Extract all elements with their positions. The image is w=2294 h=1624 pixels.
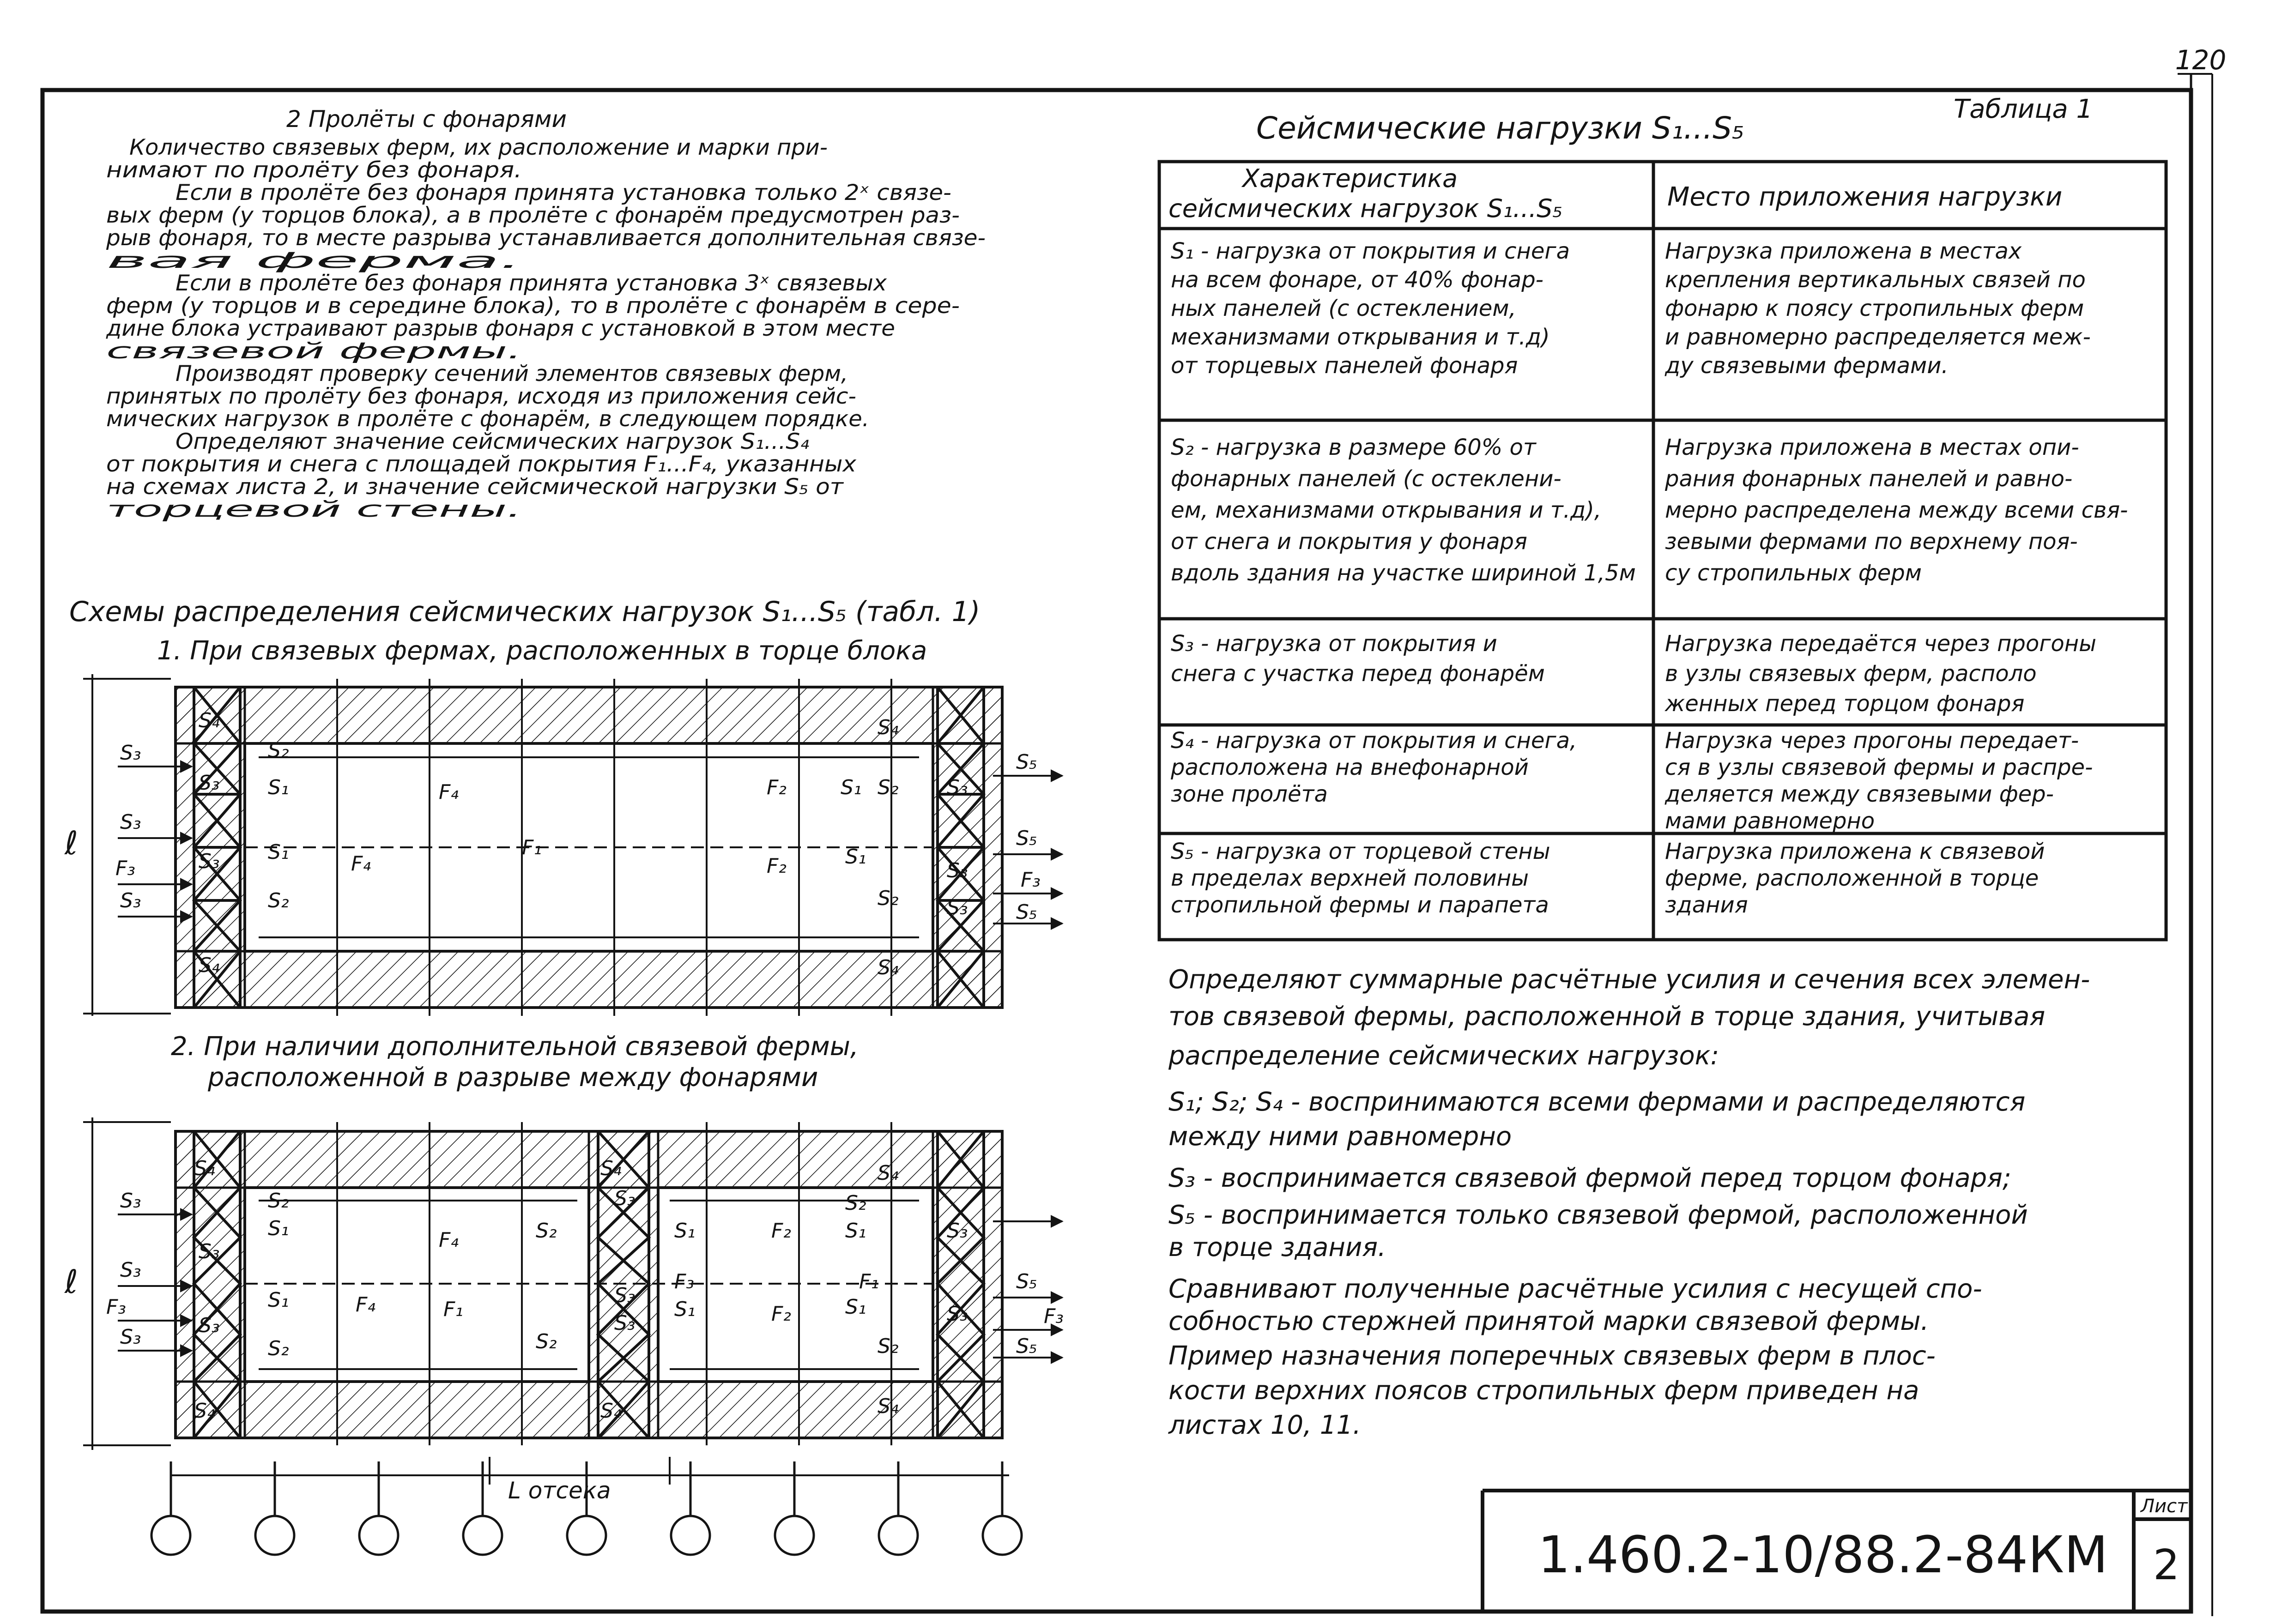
table-cell-application: су стропильных ферм: [1665, 560, 1922, 586]
axis-bubble: [879, 1516, 918, 1555]
notes: [1168, 965, 2090, 1440]
drawing-code: 1.460.2-10/88.2-84КМ: [1538, 1525, 2108, 1584]
table-cell-application: ферме, расположенной в торце: [1665, 865, 2039, 891]
paragraph-line: торцевой стены.: [106, 497, 522, 522]
table-cell-application: ду связевыми фермами.: [1665, 353, 1949, 379]
scheme2-title-line2: расположенной в разрыве между фонарями: [208, 1063, 818, 1093]
note-line: Определяют суммарные расчётные усилия и сечения всех элемен-: [1168, 965, 2090, 995]
load-label-f1: F₁: [443, 1298, 463, 1321]
scheme2-title-line1: 2. При наличии дополнительной связевой фермы,: [171, 1032, 859, 1062]
note-line: S₅ - воспринимается только связевой фермой, расположенной: [1168, 1200, 2028, 1230]
load-label-s3: S₃: [120, 889, 141, 912]
load-label-s4: S₄: [194, 1157, 215, 1180]
table-cell-application: деляется между связевыми фер-: [1665, 781, 2054, 807]
load-label-s2: S₂: [536, 1330, 557, 1353]
load-label-s1: S₁: [268, 776, 289, 799]
table-cell-characteristic: снега с участка перед фонарём: [1171, 661, 1545, 687]
table-caption: Таблица 1: [1954, 94, 2093, 124]
paragraph-line: на схемах листа 2, и значение сейсмической нагрузки S₅ от: [106, 474, 844, 500]
load-label-f2: F₂: [771, 1219, 791, 1243]
load-label-s3: S₃: [614, 1284, 636, 1307]
load-label-f1: F₁: [522, 836, 542, 859]
table-title: Сейсмические нагрузки S₁...S₅: [1256, 110, 1744, 146]
table-cell-application: Нагрузка приложена к связевой: [1665, 839, 2045, 864]
table-cell-characteristic: S₁ - нагрузка от покрытия и снега: [1171, 238, 1570, 264]
table-cell-characteristic: ем, механизмами открывания и т.д),: [1171, 497, 1602, 523]
paragraph-line: Производят проверку сечений элементов связевых ферм,: [176, 361, 848, 386]
load-label-s4: S₄: [600, 1399, 622, 1423]
load-label-s2: S₂: [878, 887, 899, 910]
note-line: между ними равномерно: [1168, 1122, 1512, 1152]
table-cell-application: Нагрузка через прогоны передает-: [1665, 728, 2079, 754]
table-rows: [1170, 238, 2128, 918]
span-label: L отсека: [508, 1477, 611, 1504]
load-label-s1: S₁: [845, 845, 866, 869]
table-cell-characteristic: в пределах верхней половины: [1171, 865, 1529, 891]
table-cell-characteristic: от торцевых панелей фонаря: [1171, 353, 1518, 379]
load-label-s4: S₄: [878, 1161, 899, 1185]
paragraph-line: вых ферм (у торцов блока), а в пролёте с фонарём предусмотрен раз-: [106, 203, 960, 228]
axis-bubble: [359, 1516, 398, 1555]
load-label-s2: S₂: [878, 776, 899, 799]
paragraph-line: связевой фермы.: [106, 338, 522, 364]
load-label-s1: S₁: [268, 840, 289, 864]
seismic-loads-table: [1159, 94, 2166, 940]
load-label-s5: S₅: [1016, 750, 1037, 774]
note-line: тов связевой фермы, расположенной в торце здания, учитывая: [1168, 1002, 2046, 1032]
note-line: кости верхних поясов стропильных ферм приведен на: [1168, 1376, 1919, 1406]
load-label-s5: S₅: [1016, 827, 1037, 850]
load-label-s2: S₂: [268, 889, 289, 912]
table-cell-application: рания фонарных панелей и равно-: [1665, 466, 2073, 492]
load-label-s3: S₃: [120, 1189, 141, 1213]
load-label-s1: S₁: [845, 1219, 866, 1243]
load-label-s2: S₂: [536, 1219, 557, 1243]
load-label-s3: S₃: [947, 859, 968, 882]
table-cell-application: здания: [1665, 892, 1748, 918]
table-cell-characteristic: на всем фонаре, от 40% фонар-: [1171, 267, 1543, 293]
scheme1-labels: [115, 709, 1041, 979]
scheme1-title: 1. При связевых фермах, расположенных в торце блока: [157, 636, 927, 666]
load-label-s3: S₃: [947, 1219, 968, 1243]
load-label-f4: F₄: [356, 1293, 375, 1316]
load-label-s3: S₃: [947, 1302, 968, 1326]
section-paragraphs: [106, 135, 986, 522]
paragraph-line: вая ферма.: [106, 248, 522, 273]
load-label-s3: S₃: [199, 1314, 220, 1337]
paragraph-line: дине блока устраивают разрыв фонаря с установкой в этом месте: [105, 316, 896, 341]
axis-bubble: [775, 1516, 814, 1555]
page-number: 120: [2175, 44, 2227, 76]
table-cell-application: женных перед торцом фонаря: [1665, 691, 2025, 717]
load-label-s1: S₁: [268, 1288, 289, 1312]
table-cell-application: мерно распределена между всеми свя-: [1665, 497, 2128, 523]
load-label-f2: F₂: [771, 1302, 791, 1326]
load-label-s1: S₁: [268, 1217, 289, 1240]
load-label-f4: F₄: [351, 852, 371, 875]
col2-header: Место приложения нагрузки: [1667, 182, 2063, 212]
table-cell-application: ся в узлы связевой фермы и распре-: [1665, 755, 2093, 780]
load-label-s3: S₃: [947, 896, 968, 919]
axis-bubble: [671, 1516, 710, 1555]
col1-header-line1: Характеристика: [1242, 164, 1458, 193]
load-label-s3: S₃: [199, 1240, 220, 1263]
axis-bubble: [255, 1516, 294, 1555]
scheme-1-plan: [64, 674, 1062, 1016]
load-label-s2: S₂: [268, 739, 289, 762]
load-label-f2: F₂: [767, 776, 787, 799]
note-line: в торце здания.: [1168, 1232, 1386, 1262]
table-cell-characteristic: стропильной фермы и парапета: [1171, 892, 1549, 918]
note-line: S₃ - воспринимается связевой фермой перед торцом фонаря;: [1168, 1163, 2011, 1193]
load-label-f4: F₄: [439, 780, 459, 804]
load-label-s3: S₃: [947, 776, 968, 799]
load-label-s3: S₃: [120, 810, 141, 834]
load-label-f4: F₄: [439, 1228, 459, 1252]
load-label-s2: S₂: [878, 1334, 899, 1358]
load-label-s4: S₄: [199, 954, 220, 977]
schemes-title: Схемы распределения сейсмических нагрузок S₁...S₅ (табл. 1): [69, 596, 981, 628]
load-label-f3: F₃: [106, 1295, 126, 1319]
section-text: [106, 106, 986, 522]
paragraph-line: ферм (у торцов и в середине блока), то в пролёте с фонарём в сере-: [106, 293, 960, 319]
load-label-s1: S₁: [845, 1295, 866, 1319]
table-cell-characteristic: S₄ - нагрузка от покрытия и снега,: [1171, 728, 1577, 754]
table-cell-characteristic: фонарных панелей (с остеклени-: [1171, 466, 1562, 492]
table-cell-application: зевыми фермами по верхнему поя-: [1665, 529, 2078, 555]
note-line: S₁; S₂; S₄ - воспринимаются всеми фермами и распределяются: [1168, 1087, 2026, 1117]
load-label-s2: S₂: [845, 1191, 866, 1215]
table-cell-characteristic: зоне пролёта: [1171, 781, 1328, 807]
load-label-f2: F₂: [767, 854, 787, 878]
table-cell-characteristic: вдоль здания на участке шириной 1,5м: [1171, 560, 1636, 586]
load-label-s3: S₃: [120, 1325, 141, 1349]
axis-bubble: [567, 1516, 606, 1555]
paragraph-line: от покрытия и снега с площадей покрытия F₁...F₄, указанных: [106, 452, 857, 477]
table-cell-application: Нагрузка приложена в местах опи-: [1665, 435, 2079, 460]
table-cell-application: Нагрузка приложена в местах: [1665, 238, 2022, 264]
load-label-s3: S₃: [614, 1311, 636, 1335]
table-cell-characteristic: S₅ - нагрузка от торцевой стены: [1171, 839, 1550, 864]
load-label-s4: S₄: [199, 709, 220, 732]
table-cell-characteristic: расположена на внефонарной: [1171, 755, 1529, 780]
load-label-s4: S₄: [878, 716, 899, 739]
paragraph-line: Если в пролёте без фонаря принята установка только 2ˣ связе-: [176, 180, 951, 205]
col1-header-line2: сейсмических нагрузок S₁...S₅: [1168, 194, 1563, 223]
load-label-f3: F₃: [115, 857, 135, 880]
load-label-f3: F₃: [674, 1270, 694, 1293]
load-label-s5: S₅: [1016, 1270, 1037, 1293]
load-label-s3: S₃: [120, 1258, 141, 1282]
paragraph-line: Если в пролёте без фонаря принята установка 3ˣ связевых: [176, 271, 888, 296]
dimension-label-l2: ℓ: [65, 1263, 78, 1301]
paragraph-line: Определяют значение сейсмических нагрузок S₁...S₄: [176, 429, 810, 454]
note-line: листах 10, 11.: [1168, 1410, 1361, 1440]
scheme-2-plan: [64, 1117, 1064, 1555]
load-label-s3: S₃: [199, 850, 220, 873]
axis-bubble: [463, 1516, 502, 1555]
table-cell-characteristic: S₃ - нагрузка от покрытия и: [1171, 631, 1497, 657]
load-label-s1: S₁: [674, 1298, 696, 1321]
table-cell-characteristic: от снега и покрытия у фонаря: [1171, 529, 1527, 555]
load-label-s4: S₄: [194, 1399, 215, 1423]
axis-bubble: [983, 1516, 1022, 1555]
paragraph-line: нимают по пролёту без фонаря.: [106, 157, 522, 183]
table-cell-characteristic: ных панелей (с остеклением,: [1171, 296, 1516, 321]
load-label-s1: S₁: [674, 1219, 696, 1243]
table-cell-application: крепления вертикальных связей по: [1665, 267, 2086, 293]
note-line: Сравнивают полученные расчётные усилия с несущей спо-: [1168, 1274, 1982, 1304]
load-label-s4: S₄: [878, 1395, 899, 1418]
table-cell-application: фонарю к поясу стропильных ферм: [1665, 296, 2084, 321]
note-line: распределение сейсмических нагрузок:: [1168, 1041, 1719, 1071]
load-label-s3: S₃: [199, 771, 220, 795]
list-label: Лист: [2141, 1496, 2188, 1517]
list-number: 2: [2153, 1541, 2180, 1589]
load-label-s4: S₄: [878, 956, 899, 979]
load-arrows-1: [118, 767, 1062, 924]
load-label-s2: S₂: [268, 1189, 289, 1213]
title-block: [1483, 1491, 2191, 1612]
note-line: Пример назначения поперечных связевых ферм в плос-: [1168, 1341, 1936, 1371]
note-line: собностью стержней принятой марки связевой фермы.: [1168, 1306, 1929, 1336]
section-heading: 2 Пролёты с фонарями: [286, 106, 567, 133]
load-label-s3: S₃: [120, 741, 141, 765]
load-label-s4: S₄: [600, 1157, 622, 1180]
paragraph-line: мических нагрузок в пролёте с фонарём, в следующем порядке.: [106, 406, 870, 432]
table-cell-application: Нагрузка передаётся через прогоны: [1665, 631, 2097, 657]
table-cell-characteristic: S₂ - нагрузка в размере 60% от: [1171, 435, 1536, 460]
load-label-f1: F₁: [859, 1270, 879, 1293]
load-label-s1: S₁: [841, 776, 862, 799]
table-cell-application: мами равномерно: [1665, 808, 1875, 834]
paragraph-line: Количество связевых ферм, их расположение и марки при-: [129, 135, 828, 160]
dimension-label-l1: ℓ: [65, 824, 78, 862]
paragraph-line: рыв фонаря, то в месте разрыва устанавливается дополнительная связе-: [105, 225, 986, 251]
load-label-s5: S₅: [1016, 900, 1037, 924]
load-label-s3: S₃: [614, 1187, 636, 1210]
load-label-s2: S₂: [268, 1337, 289, 1360]
load-label-f3: F₃: [1021, 868, 1041, 892]
load-label-f3: F₃: [1044, 1304, 1064, 1328]
axis-bubble: [151, 1516, 190, 1555]
dimension-line-l1: [83, 674, 171, 1016]
table-cell-application: и равномерно распределяется меж-: [1665, 324, 2091, 350]
load-label-s5: S₅: [1016, 1334, 1037, 1358]
table-cell-characteristic: механизмами открывания и т.д): [1171, 324, 1550, 350]
table-cell-application: в узлы связевых ферм, располо: [1665, 661, 2037, 687]
paragraph-line: принятых по пролёту без фонаря, исходя из приложения сейс-: [106, 384, 857, 409]
